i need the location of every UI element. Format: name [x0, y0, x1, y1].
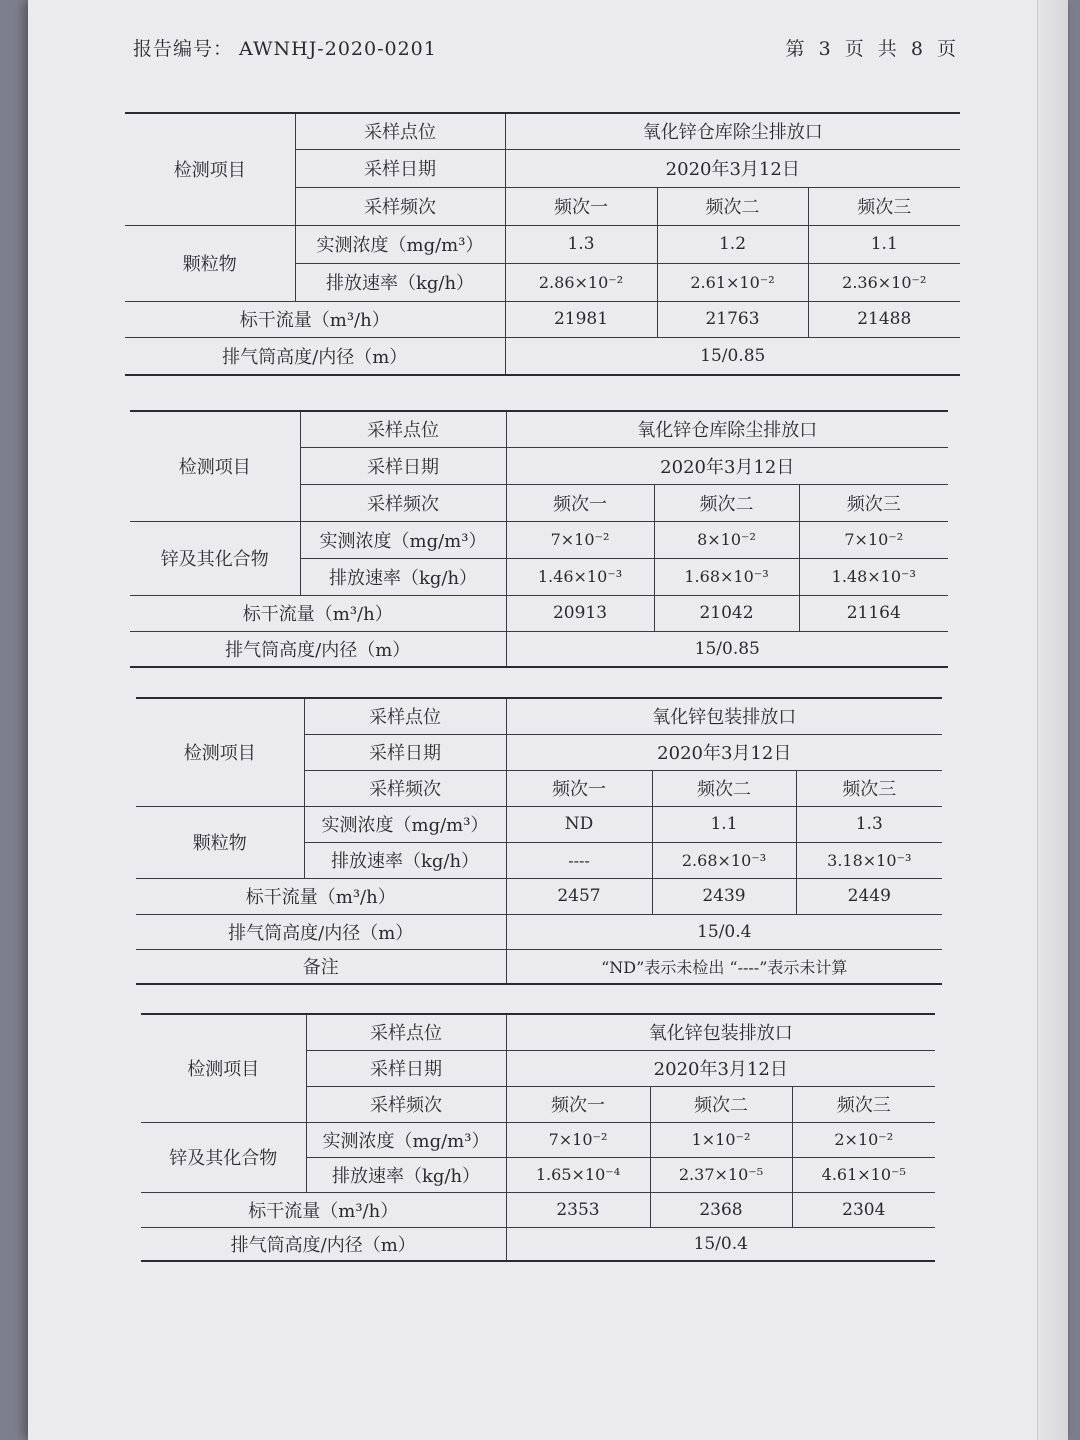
- rate-label: 排放速率（kg/h）: [306, 1157, 506, 1192]
- point-label: 采样点位: [304, 698, 506, 734]
- monitoring-table-1: [125, 112, 960, 376]
- item-label: 检测项目: [125, 113, 295, 225]
- rate-3: 1.48×10⁻³: [799, 558, 948, 595]
- point-value: 氧化锌包装排放口: [506, 698, 942, 734]
- table-row: [141, 1122, 935, 1157]
- flow-3: 2449: [796, 878, 942, 914]
- date-label: 采样日期: [300, 447, 506, 484]
- rate-3: 4.61×10⁻⁵: [792, 1157, 935, 1192]
- report-page: [28, 0, 1068, 1440]
- table-row: [130, 411, 948, 447]
- table-row: [136, 914, 942, 949]
- rate-2: 1.68×10⁻³: [654, 558, 799, 595]
- flow-label: 标干流量（m³/h）: [125, 301, 505, 337]
- point-label: 采样点位: [300, 411, 506, 447]
- stack-label: 排气筒高度/内径（m）: [130, 631, 506, 667]
- stack-value: 15/0.4: [506, 914, 942, 949]
- table-row: [136, 949, 942, 984]
- pollutant-name: 锌及其化合物: [141, 1122, 306, 1192]
- date-label: 采样日期: [304, 734, 506, 770]
- conc-1: 1.3: [505, 225, 657, 263]
- page-suffix: 页: [936, 38, 957, 60]
- flow-3: 2304: [792, 1192, 935, 1227]
- rate-1: 1.46×10⁻³: [506, 558, 654, 595]
- pollutant-name: 锌及其化合物: [130, 521, 300, 595]
- point-value: 氧化锌包装排放口: [506, 1014, 935, 1050]
- rate-2: 2.61×10⁻²: [657, 263, 808, 301]
- table-row: [125, 337, 960, 375]
- freq-2: 频次二: [652, 770, 796, 806]
- table-row: [136, 698, 942, 734]
- freq-3: 频次三: [792, 1086, 935, 1122]
- note-label: 备注: [136, 949, 506, 984]
- table-row: [141, 1192, 935, 1227]
- freq-2: 频次二: [657, 187, 808, 225]
- freq-1: 频次一: [506, 770, 652, 806]
- page-current: 3: [818, 38, 832, 60]
- conc-1: 7×10⁻²: [506, 521, 654, 558]
- flow-2: 2368: [650, 1192, 792, 1227]
- stack-label: 排气筒高度/内径（m）: [125, 337, 505, 375]
- freq-1: 频次一: [505, 187, 657, 225]
- conc-3: 2×10⁻²: [792, 1122, 935, 1157]
- table-row: [130, 521, 948, 558]
- table-row: [130, 631, 948, 667]
- conc-1: ND: [506, 806, 652, 842]
- rate-1: 1.65×10⁻⁴: [506, 1157, 650, 1192]
- freq-label: 采样频次: [295, 187, 505, 225]
- flow-2: 21763: [657, 301, 808, 337]
- rate-label: 排放速率（kg/h）: [295, 263, 505, 301]
- page-stack-edge: [1037, 0, 1068, 1440]
- rate-label: 排放速率（kg/h）: [300, 558, 506, 595]
- point-label: 采样点位: [306, 1014, 506, 1050]
- conc-3: 1.1: [808, 225, 960, 263]
- flow-label: 标干流量（m³/h）: [130, 595, 506, 631]
- monitoring-table-2: [130, 410, 948, 668]
- flow-1: 2353: [506, 1192, 650, 1227]
- table-row: [125, 225, 960, 263]
- report-number-value: AWNHJ-2020-0201: [239, 38, 437, 60]
- freq-2: 频次二: [654, 484, 799, 521]
- rate-label: 排放速率（kg/h）: [304, 842, 506, 878]
- page-indicator: [786, 34, 963, 61]
- conc-1: 7×10⁻²: [506, 1122, 650, 1157]
- date-value: 2020年3月12日: [506, 734, 942, 770]
- flow-1: 20913: [506, 595, 654, 631]
- conc-2: 8×10⁻²: [654, 521, 799, 558]
- date-value: 2020年3月12日: [505, 149, 960, 187]
- table-row: [136, 878, 942, 914]
- date-value: 2020年3月12日: [506, 1050, 935, 1086]
- conc-2: 1.1: [652, 806, 796, 842]
- stack-value: 15/0.85: [505, 337, 960, 375]
- flow-3: 21164: [799, 595, 948, 631]
- page-header: [133, 34, 963, 70]
- note-value: “ND”表示未检出 “----”表示未计算: [506, 949, 942, 984]
- table-row: [141, 1227, 935, 1261]
- report-number-label: 报告编号：: [133, 38, 234, 60]
- page-prefix: 第: [785, 38, 806, 60]
- rate-1: 2.86×10⁻²: [505, 263, 657, 301]
- flow-3: 21488: [808, 301, 960, 337]
- monitoring-table-3: [136, 697, 942, 985]
- point-label: 采样点位: [295, 113, 505, 149]
- freq-2: 频次二: [650, 1086, 792, 1122]
- pollutant-name: 颗粒物: [125, 225, 295, 301]
- table-row: [136, 806, 942, 842]
- freq-label: 采样频次: [300, 484, 506, 521]
- monitoring-table-4: [141, 1013, 935, 1262]
- freq-label: 采样频次: [304, 770, 506, 806]
- freq-3: 频次三: [799, 484, 948, 521]
- flow-2: 21042: [654, 595, 799, 631]
- table-row: [125, 301, 960, 337]
- page-total-prefix: 共: [877, 38, 898, 60]
- freq-3: 频次三: [808, 187, 960, 225]
- item-label: 检测项目: [141, 1014, 306, 1122]
- conc-3: 7×10⁻²: [799, 521, 948, 558]
- rate-3: 3.18×10⁻³: [796, 842, 942, 878]
- table-row: [141, 1014, 935, 1050]
- flow-1: 21981: [505, 301, 657, 337]
- freq-3: 频次三: [796, 770, 942, 806]
- conc-2: 1.2: [657, 225, 808, 263]
- freq-1: 频次一: [506, 484, 654, 521]
- rate-1: ----: [506, 842, 652, 878]
- rate-2: 2.37×10⁻⁵: [650, 1157, 792, 1192]
- table-row: [125, 113, 960, 149]
- flow-2: 2439: [652, 878, 796, 914]
- item-label: 检测项目: [130, 411, 300, 521]
- pollutant-name: 颗粒物: [136, 806, 304, 878]
- conc-label: 实测浓度（mg/m³）: [300, 521, 506, 558]
- conc-2: 1×10⁻²: [650, 1122, 792, 1157]
- stack-value: 15/0.4: [506, 1227, 935, 1261]
- rate-2: 2.68×10⁻³: [652, 842, 796, 878]
- conc-label: 实测浓度（mg/m³）: [295, 225, 505, 263]
- freq-1: 频次一: [506, 1086, 650, 1122]
- point-value: 氧化锌仓库除尘排放口: [505, 113, 960, 149]
- page-total: 8: [910, 38, 924, 60]
- item-label: 检测项目: [136, 698, 304, 806]
- conc-label: 实测浓度（mg/m³）: [304, 806, 506, 842]
- flow-1: 2457: [506, 878, 652, 914]
- stack-label: 排气筒高度/内径（m）: [141, 1227, 506, 1261]
- table-row: [130, 595, 948, 631]
- freq-label: 采样频次: [306, 1086, 506, 1122]
- stack-value: 15/0.85: [506, 631, 948, 667]
- point-value: 氧化锌仓库除尘排放口: [506, 411, 948, 447]
- date-label: 采样日期: [295, 149, 505, 187]
- page-mid: 页: [844, 38, 865, 60]
- stack-label: 排气筒高度/内径（m）: [136, 914, 506, 949]
- date-value: 2020年3月12日: [506, 447, 948, 484]
- flow-label: 标干流量（m³/h）: [136, 878, 506, 914]
- conc-3: 1.3: [796, 806, 942, 842]
- conc-label: 实测浓度（mg/m³）: [306, 1122, 506, 1157]
- date-label: 采样日期: [306, 1050, 506, 1086]
- flow-label: 标干流量（m³/h）: [141, 1192, 506, 1227]
- report-number: [133, 34, 443, 61]
- rate-3: 2.36×10⁻²: [808, 263, 960, 301]
